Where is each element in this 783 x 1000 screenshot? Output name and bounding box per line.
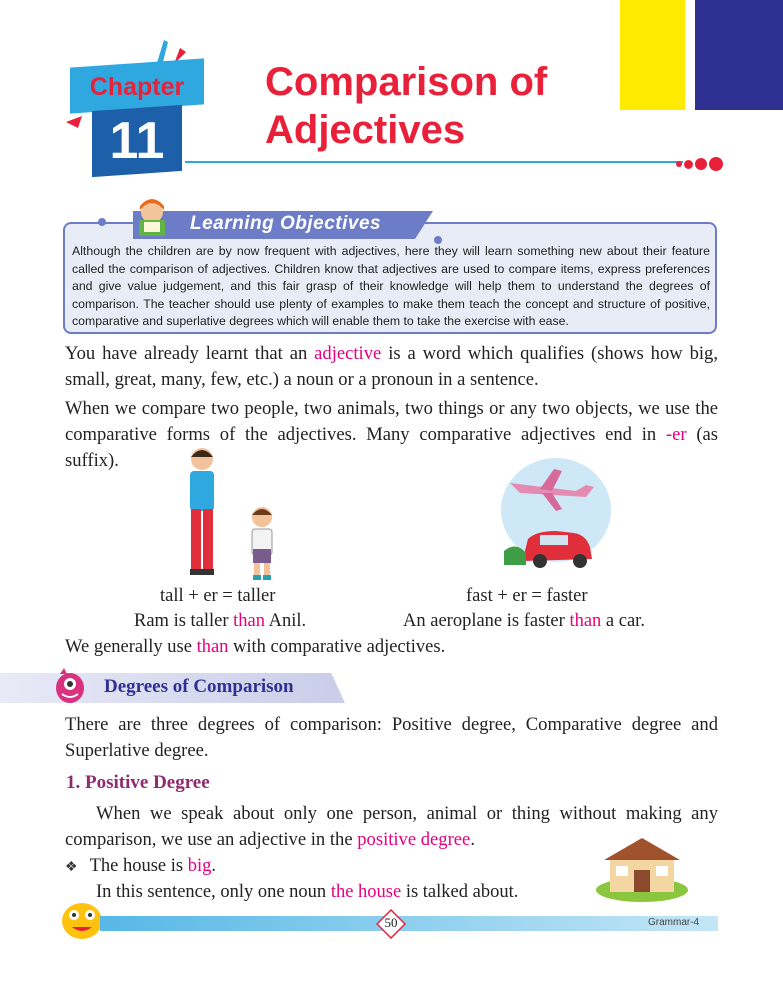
highlight-adjective: adjective	[314, 343, 382, 364]
title-line-2: Adjectives	[265, 108, 466, 152]
bullet-icon: ❖	[65, 860, 78, 875]
footer-bar	[100, 916, 718, 931]
navy-decor-bar	[695, 0, 783, 110]
fast-formula: fast + er = faster	[466, 586, 588, 606]
fast-sentence: An aeroplane is faster than a car.	[403, 611, 645, 631]
yellow-decor-bar	[620, 0, 685, 110]
triangle-decor-icon	[64, 112, 94, 132]
aeroplane-and-car-illustration	[496, 455, 611, 580]
book-name: Grammar-4	[648, 917, 700, 928]
objectives-heading: Learning Objectives	[190, 213, 382, 234]
yellow-monster-mascot-icon	[58, 895, 106, 941]
positive-example-note: In this sentence, only one noun the house is talked about.	[96, 882, 519, 902]
page-number: 50	[384, 915, 398, 930]
degrees-paragraph: There are three degrees of comparison: Positive degree, Comparative degree and Superlative degree.	[65, 714, 718, 761]
positive-degree-heading: 1. Positive Degree	[66, 772, 210, 793]
pin-dot-icon	[92, 212, 112, 232]
degrees-heading: Degrees of Comparison	[104, 676, 294, 697]
positive-example: ❖ The house is big.	[65, 856, 216, 876]
title-line-1: Comparison of	[265, 60, 548, 104]
usage-note: We generally use than with comparative adjectives.	[65, 637, 446, 657]
title-rule	[185, 161, 683, 163]
title-dots	[676, 155, 725, 173]
chapter-title	[265, 58, 605, 154]
tall-sentence: Ram is taller than Anil.	[134, 611, 307, 631]
chapter-word: Chapter	[89, 73, 185, 101]
house-illustration	[594, 830, 690, 902]
intro-paragraph-2: When we compare two people, two animals, two things or any two objects, we use the comparative forms of the adjectives. Many comparative adjectives end in -er (as suffix).	[65, 398, 718, 471]
highlight-er: -er	[665, 424, 687, 445]
positive-degree-paragraph: When we speak about only one person, animal or thing without making any comparison, we use an adjective in the positive degree.	[65, 803, 718, 850]
tall-boy-and-short-boy-illustration	[178, 445, 288, 585]
tall-formula: tall + er = taller	[160, 586, 276, 606]
intro-paragraph-1: You have already learnt that an adjective is a word which qualifies (shows how big, small, great, many, few, etc.) a noun or a pronoun in a sentence.	[65, 343, 718, 390]
reading-girl-icon	[130, 196, 174, 240]
objectives-text: Although the children are by now frequent with adjectives, here they will learn something new about their feature called the comparison of adjectives. Children know that adjectives are used to compare items, express preferences and give value judgement, and this fair grasp of their knowledge will help them to understand the degrees of comparison. The teacher should use plenty of examples to make them teach the concept and structure of positive, comparative and superlative degrees which will enable them to take the exercise with ease.	[72, 244, 710, 328]
chapter-number: 11	[109, 112, 165, 170]
monster-mascot-icon	[52, 666, 88, 706]
